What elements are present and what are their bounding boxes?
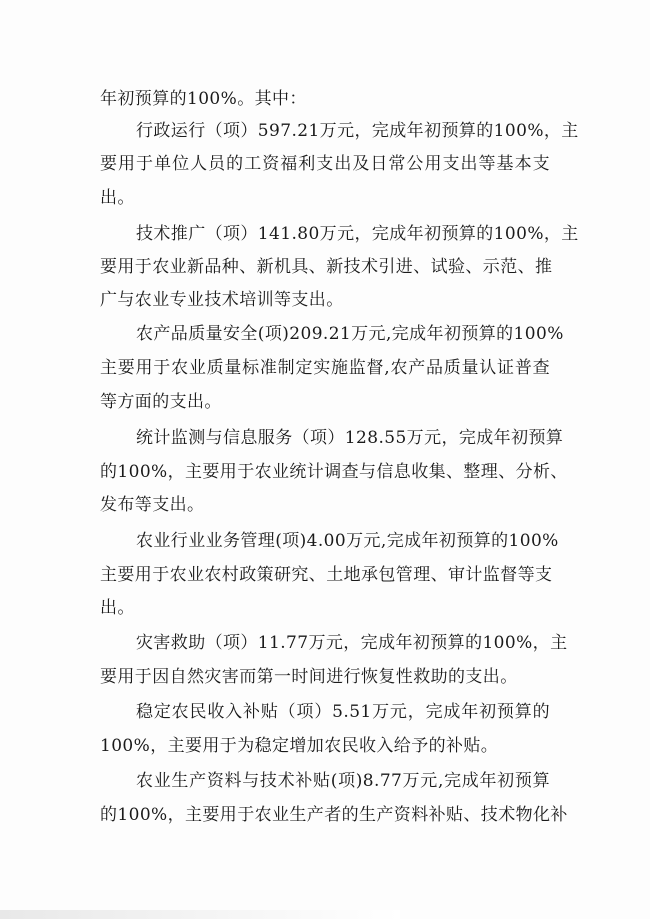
text-line: 要用于农业新品种、新机具、新技术引进、试验、示范、推: [100, 257, 553, 277]
scan-edge-shadow: [0, 910, 400, 919]
text-line: 要用于因自然灾害而第一时间进行恢复性救助的支出。: [100, 667, 518, 687]
text-line: 等方面的支出。: [100, 392, 222, 412]
text-line: 要用于单位人员的工资福利支出及日常公用支出等基本支: [100, 154, 550, 174]
text-line: 年初预算的100%。其中：: [100, 89, 307, 109]
text-line: 统计监测与信息服务（项）128.55万元，完成年初预算: [136, 428, 564, 448]
text-line: 技术推广（项）141.80万元，完成年初预算的100%，主: [136, 224, 579, 244]
text-line: 的100%，主要用于农业生产者的生产资料补贴、技术物化补: [100, 805, 568, 825]
text-line: 主要用于农业质量标准制定实施监督,农产品质量认证普查: [100, 358, 550, 378]
text-line: 行政运行（项）597.21万元，完成年初预算的100%，主: [136, 121, 579, 141]
text-line: 出。: [100, 598, 135, 618]
text-line: 发布等支出。: [100, 495, 205, 515]
text-line: 的100%，主要用于农业统计调查与信息收集、整理、分析、: [100, 462, 568, 482]
text-line: 农产品质量安全(项)209.21万元,完成年初预算的100%: [136, 324, 564, 344]
text-line: 农业行业业务管理(项)4.00万元,完成年初预算的100%: [136, 531, 559, 551]
text-line: 稳定农民收入补贴（项）5.51万元，完成年初预算的: [136, 702, 550, 722]
text-line: 农业生产资料与技术补贴(项)8.77万元,完成年初预算: [136, 771, 550, 791]
text-line: 广与农业专业技术培训等支出。: [100, 290, 344, 310]
text-line: 100%，主要用于为稳定增加农民收入给予的补贴。: [100, 736, 499, 756]
text-line: 主要用于农业农村政策研究、土地承包管理、审计监督等支: [100, 565, 553, 585]
text-line: 出。: [100, 188, 135, 208]
text-line: 灾害救助（项）11.77万元，完成年初预算的100%，主: [136, 633, 568, 653]
